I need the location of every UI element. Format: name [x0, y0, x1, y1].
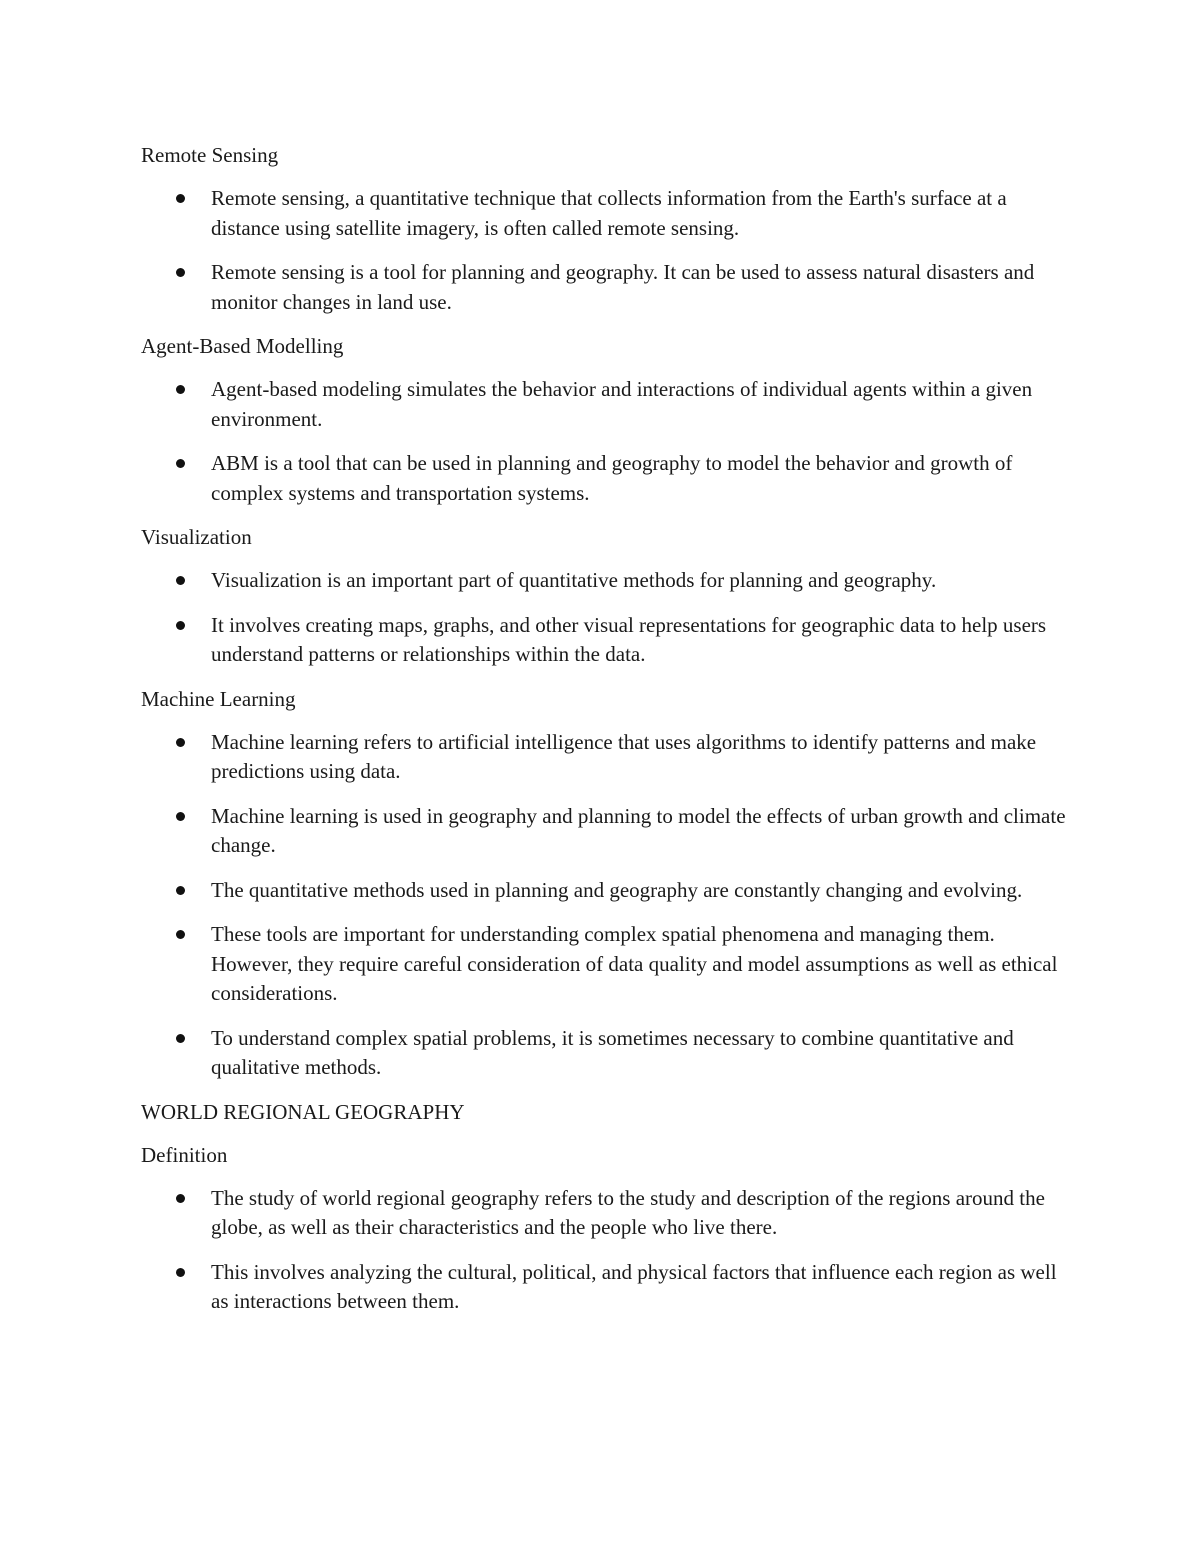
section-heading: Agent-Based Modelling	[141, 334, 344, 358]
list-item	[141, 611, 1071, 670]
list-item	[141, 876, 1071, 906]
bullet-icon	[176, 930, 185, 939]
bullet-list	[141, 375, 1071, 508]
section-heading: Definition	[141, 1142, 228, 1167]
bullet-icon	[176, 1268, 185, 1277]
section-heading: Remote Sensing	[141, 143, 279, 167]
section-machine-learning	[141, 685, 1071, 1083]
list-item-text: The quantitative methods used in planning and geography are constantly changing and evolving.	[211, 877, 1023, 902]
list-item-text: Machine learning refers to artificial intelligence that uses algorithms to identify patterns and make predictions using data.	[211, 729, 1037, 783]
list-item	[141, 728, 1071, 787]
section-world-regional-geography	[141, 1098, 1071, 1127]
section-heading: Machine Learning	[141, 686, 296, 711]
section-remote-sensing	[141, 141, 1071, 317]
list-item	[141, 375, 1071, 434]
document-page	[141, 141, 1071, 1332]
bullet-icon	[176, 385, 185, 394]
list-item-text: Visualization is an important part of quantitative methods for planning and geography.	[211, 568, 937, 592]
bullet-icon	[176, 738, 185, 747]
bullet-icon	[176, 621, 185, 630]
list-item-text: Agent-based modeling simulates the behavior and interactions of individual agents within a given environment.	[211, 377, 1033, 431]
section-definition	[141, 1141, 1071, 1317]
list-item	[141, 449, 1071, 508]
list-item	[141, 1184, 1071, 1243]
list-item	[141, 1024, 1071, 1083]
list-item	[141, 1258, 1071, 1317]
list-item-text: It involves creating maps, graphs, and other visual representations for geographic data to help users understand patterns or relationships within the data.	[211, 612, 1047, 666]
list-item-text: ABM is a tool that can be used in planning and geography to model the behavior and growth of complex systems and transportation systems.	[211, 451, 1013, 505]
section-heading: Visualization	[141, 525, 252, 549]
list-item-text: The study of world regional geography refers to the study and description of the regions around the globe, as well as their characteristics and the people who live there.	[211, 1185, 1045, 1239]
section-agent-based-modelling	[141, 332, 1071, 508]
bullet-icon	[176, 1194, 185, 1203]
section-visualization	[141, 523, 1071, 670]
list-item	[141, 920, 1071, 1009]
bullet-icon	[176, 194, 185, 203]
list-item	[141, 802, 1071, 861]
list-item-text: Remote sensing, a quantitative technique that collects information from the Earth's surface at a distance using satellite imagery, is often called remote sensing.	[211, 186, 1007, 240]
bullet-list	[141, 728, 1071, 1083]
list-item	[141, 258, 1071, 317]
bullet-icon	[176, 812, 185, 821]
list-item-text: Remote sensing is a tool for planning and geography. It can be used to assess natural disasters and monitor changes in land use.	[211, 260, 1035, 314]
bullet-list	[141, 184, 1071, 317]
list-item-text: These tools are important for understanding complex spatial phenomena and managing them. However, they require careful consideration of data quality and model assumptions as well as ethical considerations.	[211, 922, 1058, 1005]
list-item-text: To understand complex spatial problems, it is sometimes necessary to combine quantitative and qualitative methods.	[211, 1025, 1014, 1079]
bullet-icon	[176, 268, 185, 277]
list-item	[141, 566, 1071, 596]
bullet-icon	[176, 576, 185, 585]
section-heading: WORLD REGIONAL GEOGRAPHY	[141, 1099, 465, 1124]
bullet-list	[141, 1184, 1071, 1317]
list-item	[141, 184, 1071, 243]
bullet-icon	[176, 1034, 185, 1043]
bullet-icon	[176, 459, 185, 468]
bullet-icon	[176, 886, 185, 895]
list-item-text: Machine learning is used in geography and planning to model the effects of urban growth and climate change.	[211, 803, 1066, 857]
bullet-list	[141, 566, 1071, 670]
list-item-text: This involves analyzing the cultural, political, and physical factors that influence each region as well as interactions between them.	[211, 1259, 1057, 1313]
